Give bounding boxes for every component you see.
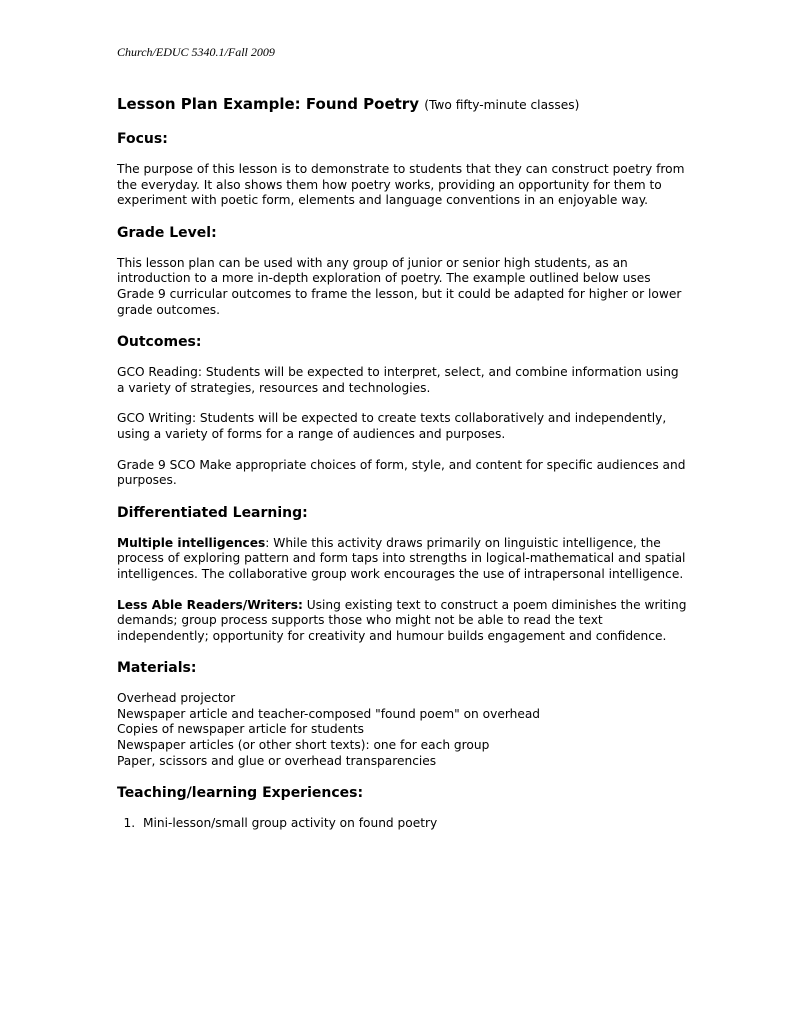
teaching-list	[117, 816, 687, 832]
grade-level-text: This lesson plan can be used with any group of junior or senior high students, as an introduction to a more in-depth exploration of poetry. The example outlined below uses Grade 9 curricular outcomes to frame the lesson, but it could be adapted for higher or lower grade outcomes.	[117, 255, 682, 317]
outcome-reading: GCO Reading: Students will be expected to interpret, select, and combine information using a variety of strategies, resources and technologies.	[117, 365, 679, 395]
outcome-writing: GCO Writing: Students will be expected to create texts collaboratively and independently, using a variety of forms for a range of audiences and purposes.	[117, 411, 667, 441]
less-able-text: Using existing text to construct a poem diminishes the writing demands; group process supports those who might not be able to read the text independently; opportunity for creativity and humour builds engagement and confidence.	[117, 597, 687, 643]
focus-heading: Focus:	[117, 131, 168, 147]
multiple-intelligences-label: Multiple intelligences	[117, 535, 266, 550]
less-able-paragraph	[117, 598, 687, 645]
focus-text: The purpose of this lesson is to demonstrate to students that they can construct poetry from the everyday. It also shows them how poetry works, providing an opportunity for them to experiment with poetic form, elements and language conventions in an enjoyable way.	[117, 162, 685, 208]
materials-item: Newspaper article and teacher-composed "found poem" on overhead	[117, 706, 541, 721]
materials-item: Newspaper articles (or other short texts): one for each group	[117, 738, 490, 753]
title-main: Lesson Plan Example: Found Poetry	[117, 95, 419, 113]
materials-item: Paper, scissors and glue or overhead transparencies	[117, 753, 437, 768]
less-able-label: Less Able Readers/Writers:	[117, 597, 303, 612]
document-body	[117, 94, 687, 832]
document-title	[117, 94, 687, 115]
multiple-intelligences-text: : While this activity draws primarily on linguistic intelligence, the process of exploring pattern and form taps into strengths in logical-mathematical and spatial intelligences. The collaborative group work encourages the use of intrapersonal intelligence.	[117, 535, 686, 581]
multiple-intelligences-paragraph	[117, 536, 687, 583]
outcome-sco: Grade 9 SCO Make appropriate choices of form, style, and content for specific audiences and purposes.	[117, 457, 686, 488]
running-head: Church/EDUC 5340.1/Fall 2009	[117, 45, 275, 59]
teaching-item: 1. Mini-lesson/small group activity on found poetry	[139, 816, 687, 832]
materials-item: Copies of newspaper article for students	[117, 722, 364, 737]
materials-item: Overhead projector	[117, 691, 236, 706]
teaching-heading: Teaching/learning Experiences:	[117, 785, 364, 802]
materials-list	[117, 691, 687, 769]
differentiated-heading: Differentiated Learning:	[117, 504, 308, 521]
materials-heading: Materials:	[117, 660, 197, 677]
title-subtitle: (Two fifty-minute classes)	[424, 98, 580, 112]
grade-level-heading: Grade Level:	[117, 224, 217, 241]
outcomes-heading: Outcomes:	[117, 334, 202, 351]
